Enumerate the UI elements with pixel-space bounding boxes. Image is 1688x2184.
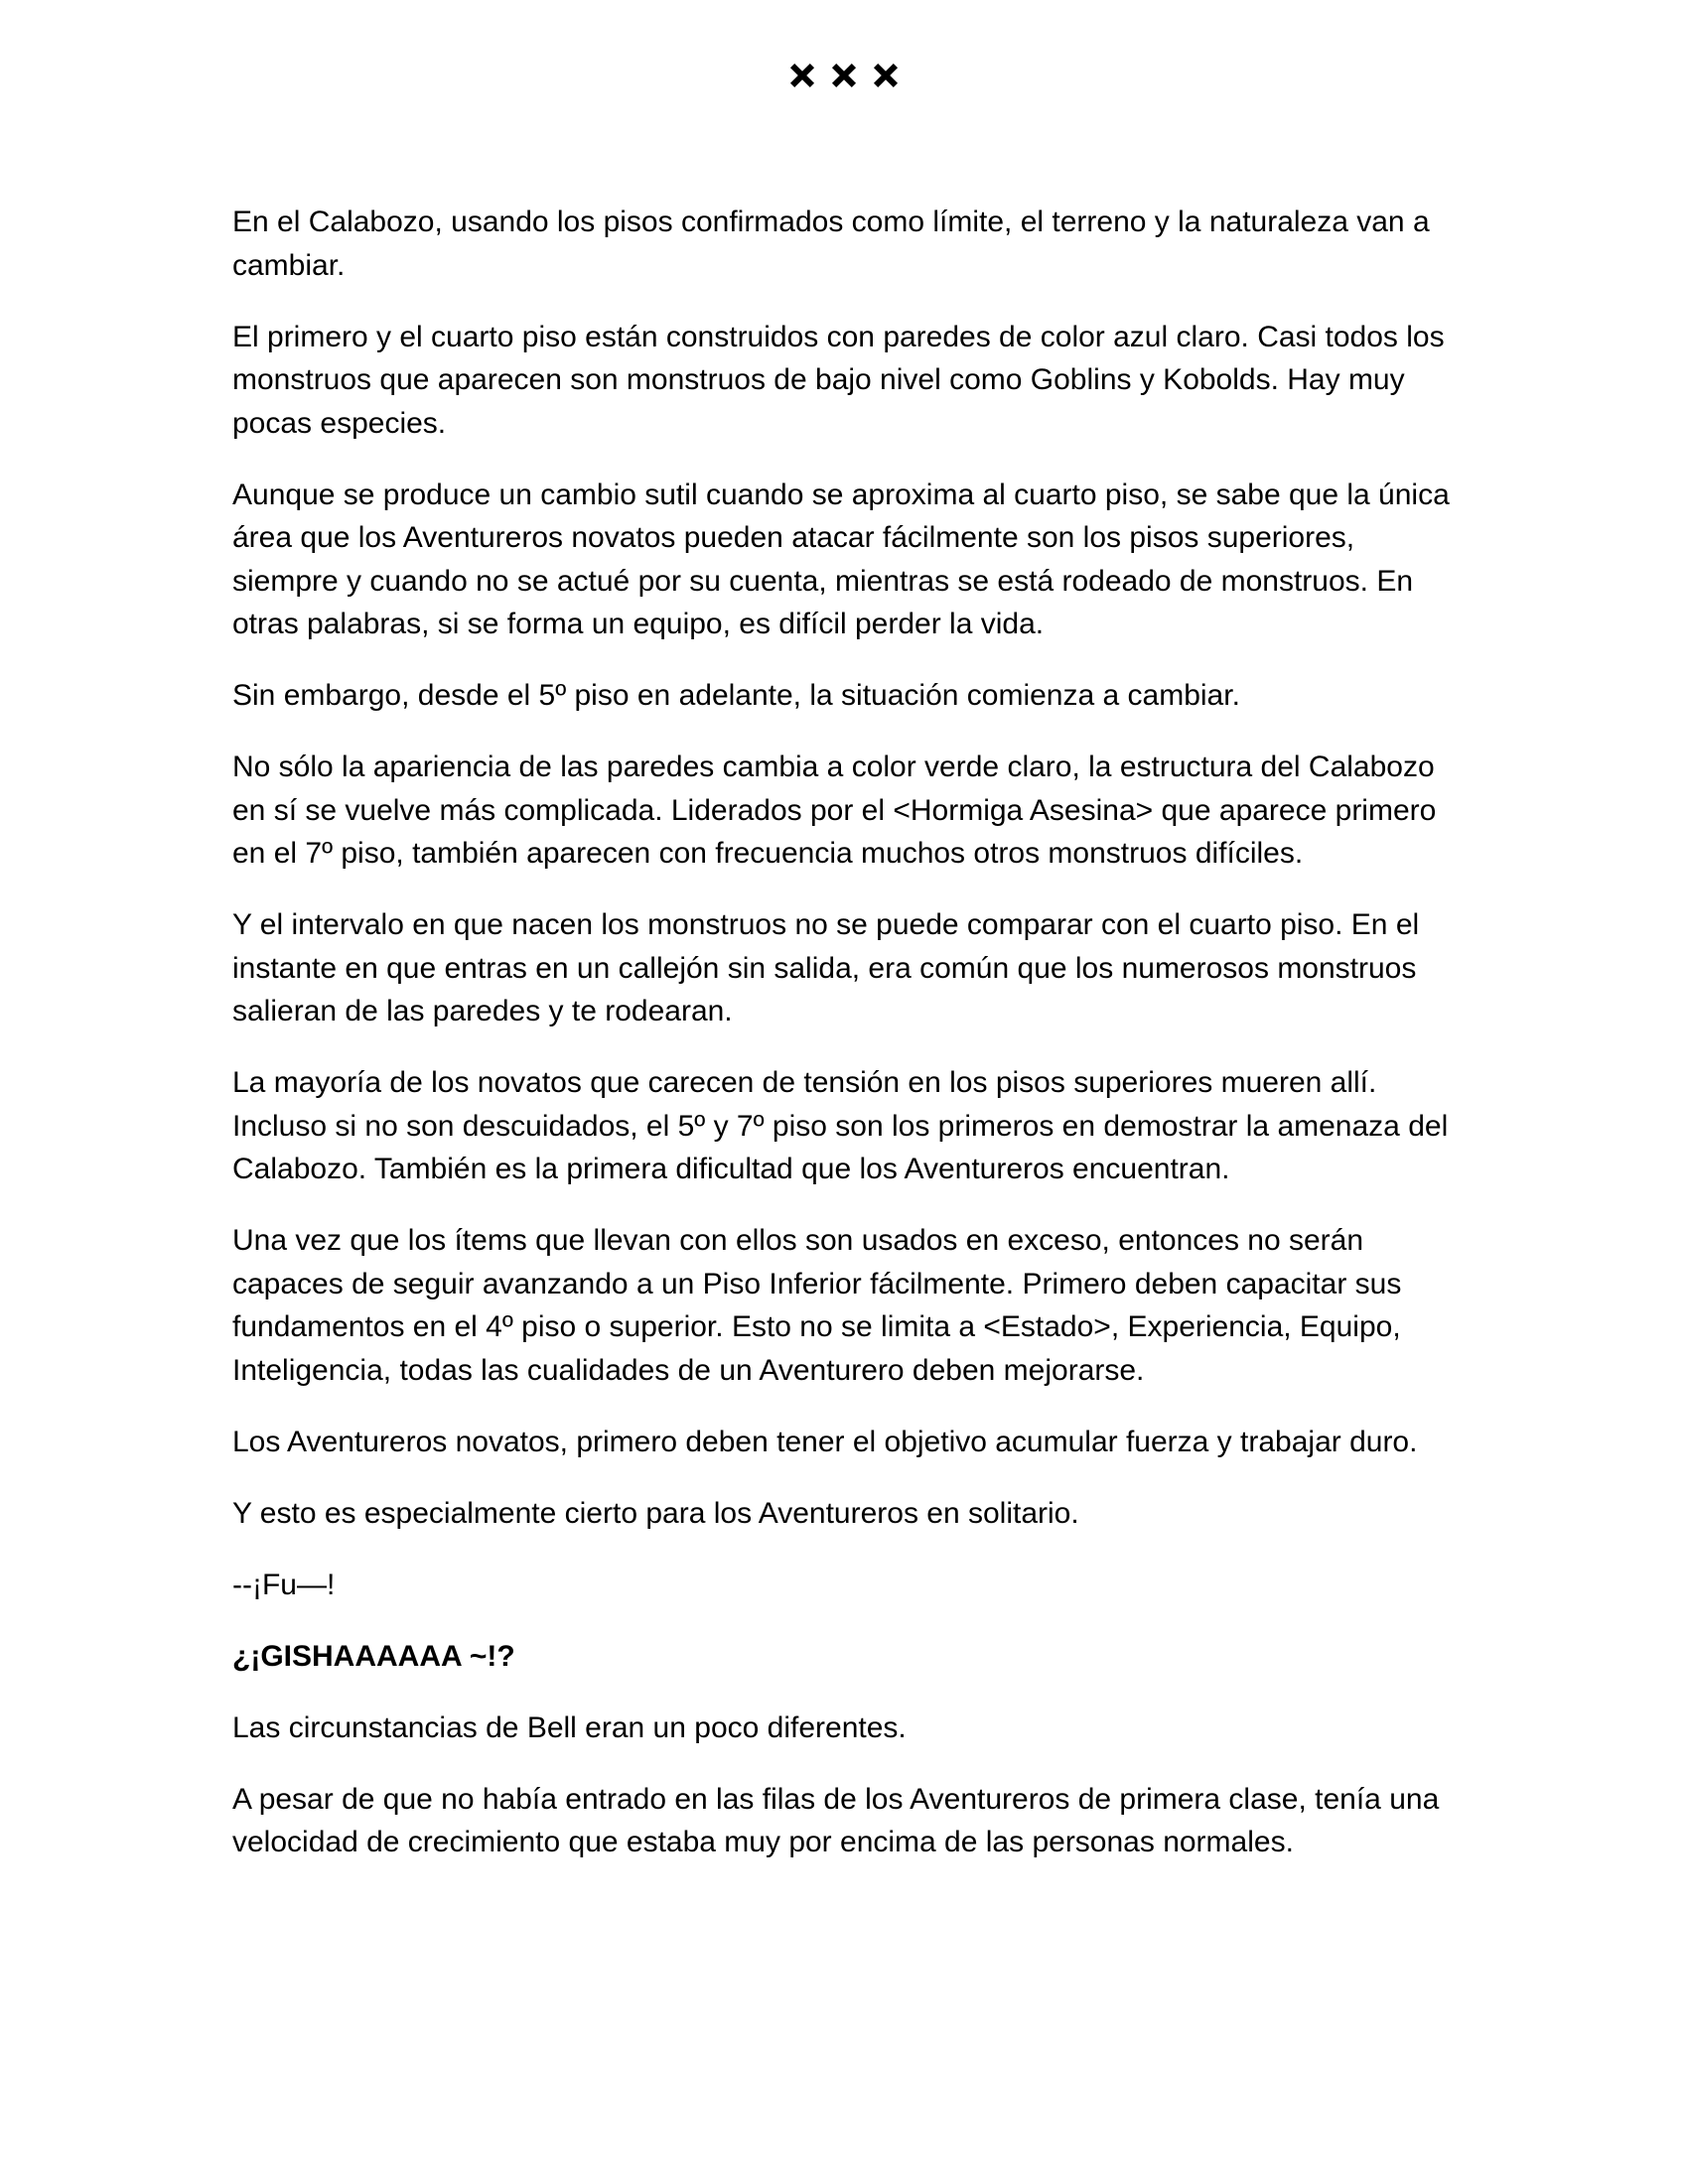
paragraph: El primero y el cuarto piso están construidos con paredes de color azul claro. Casi todos los monstruos que aparecen son monstruos de bajo nivel como Goblins y Kobolds. Hay muy pocas especies. bbox=[232, 320, 1445, 440]
paragraph: Una vez que los ítems que llevan con ellos son usados en exceso, entonces no serán capaces de seguir avanzando a un Piso Inferior fácilmente. Primero deben capacitar sus fundamentos en el 4º piso o superior. Esto no se limita a <Estado>, Experiencia, Equipo, Inteligencia, todas las cualidades de un Aventurero deben mejorarse. bbox=[232, 1224, 1402, 1387]
paragraph: Y esto es especialmente cierto para los Aventureros en solitario. bbox=[232, 1496, 1079, 1530]
paragraph: A pesar de que no había entrado en las filas de los Aventureros de primera clase, tenía una velocidad de crecimiento que estaba muy por encima de las personas normales. bbox=[232, 1782, 1440, 1858]
dialogue-line: --¡Fu—! bbox=[232, 1568, 336, 1601]
shout-line: ¿¡GISHAAAAAA ~!? bbox=[232, 1639, 515, 1673]
document-body bbox=[232, 201, 1454, 1892]
scene-separator bbox=[0, 64, 1688, 87]
x-mark-icon bbox=[874, 64, 898, 87]
paragraph: Sin embargo, desde el 5º piso en adelante, la situación comienza a cambiar. bbox=[232, 679, 1240, 712]
paragraph: No sólo la apariencia de las paredes cambia a color verde claro, la estructura del Calabozo en sí se vuelve más complicada. Liderados por el <Hormiga Asesina> que aparece primero en el 7º piso, también aparecen con frecuencia muchos otros monstruos difíciles. bbox=[232, 751, 1437, 870]
x-mark-icon bbox=[790, 64, 814, 87]
paragraph: Las circunstancias de Bell eran un poco diferentes. bbox=[232, 1710, 907, 1744]
paragraph: Y el intervalo en que nacen los monstruos no se puede comparar con el cuarto piso. En el instante en que entras en un callejón sin salida, era común que los numerosos monstruos salieran de las paredes y te rodearan. bbox=[232, 908, 1420, 1027]
paragraph: Los Aventureros novatos, primero deben tener el objetivo acumular fuerza y trabajar duro. bbox=[232, 1425, 1418, 1458]
paragraph: En el Calabozo, usando los pisos confirmados como límite, el terreno y la naturaleza van a cambiar. bbox=[232, 205, 1430, 282]
x-mark-icon bbox=[832, 64, 856, 87]
paragraph: Aunque se produce un cambio sutil cuando se aproxima al cuarto piso, se sabe que la única área que los Aventureros novatos pueden atacar fácilmente son los pisos superiores, siempre y cuando no se actué por su cuenta, mientras se está rodeado de monstruos. En otras palabras, si se forma un equipo, es difícil perder la vida. bbox=[232, 478, 1450, 640]
paragraph: La mayoría de los novatos que carecen de tensión en los pisos superiores mueren allí. Incluso si no son descuidados, el 5º y 7º piso son los primeros en demostrar la amenaza del Calabozo. También es la primera dificultad que los Aventureros encuentran. bbox=[232, 1066, 1449, 1185]
